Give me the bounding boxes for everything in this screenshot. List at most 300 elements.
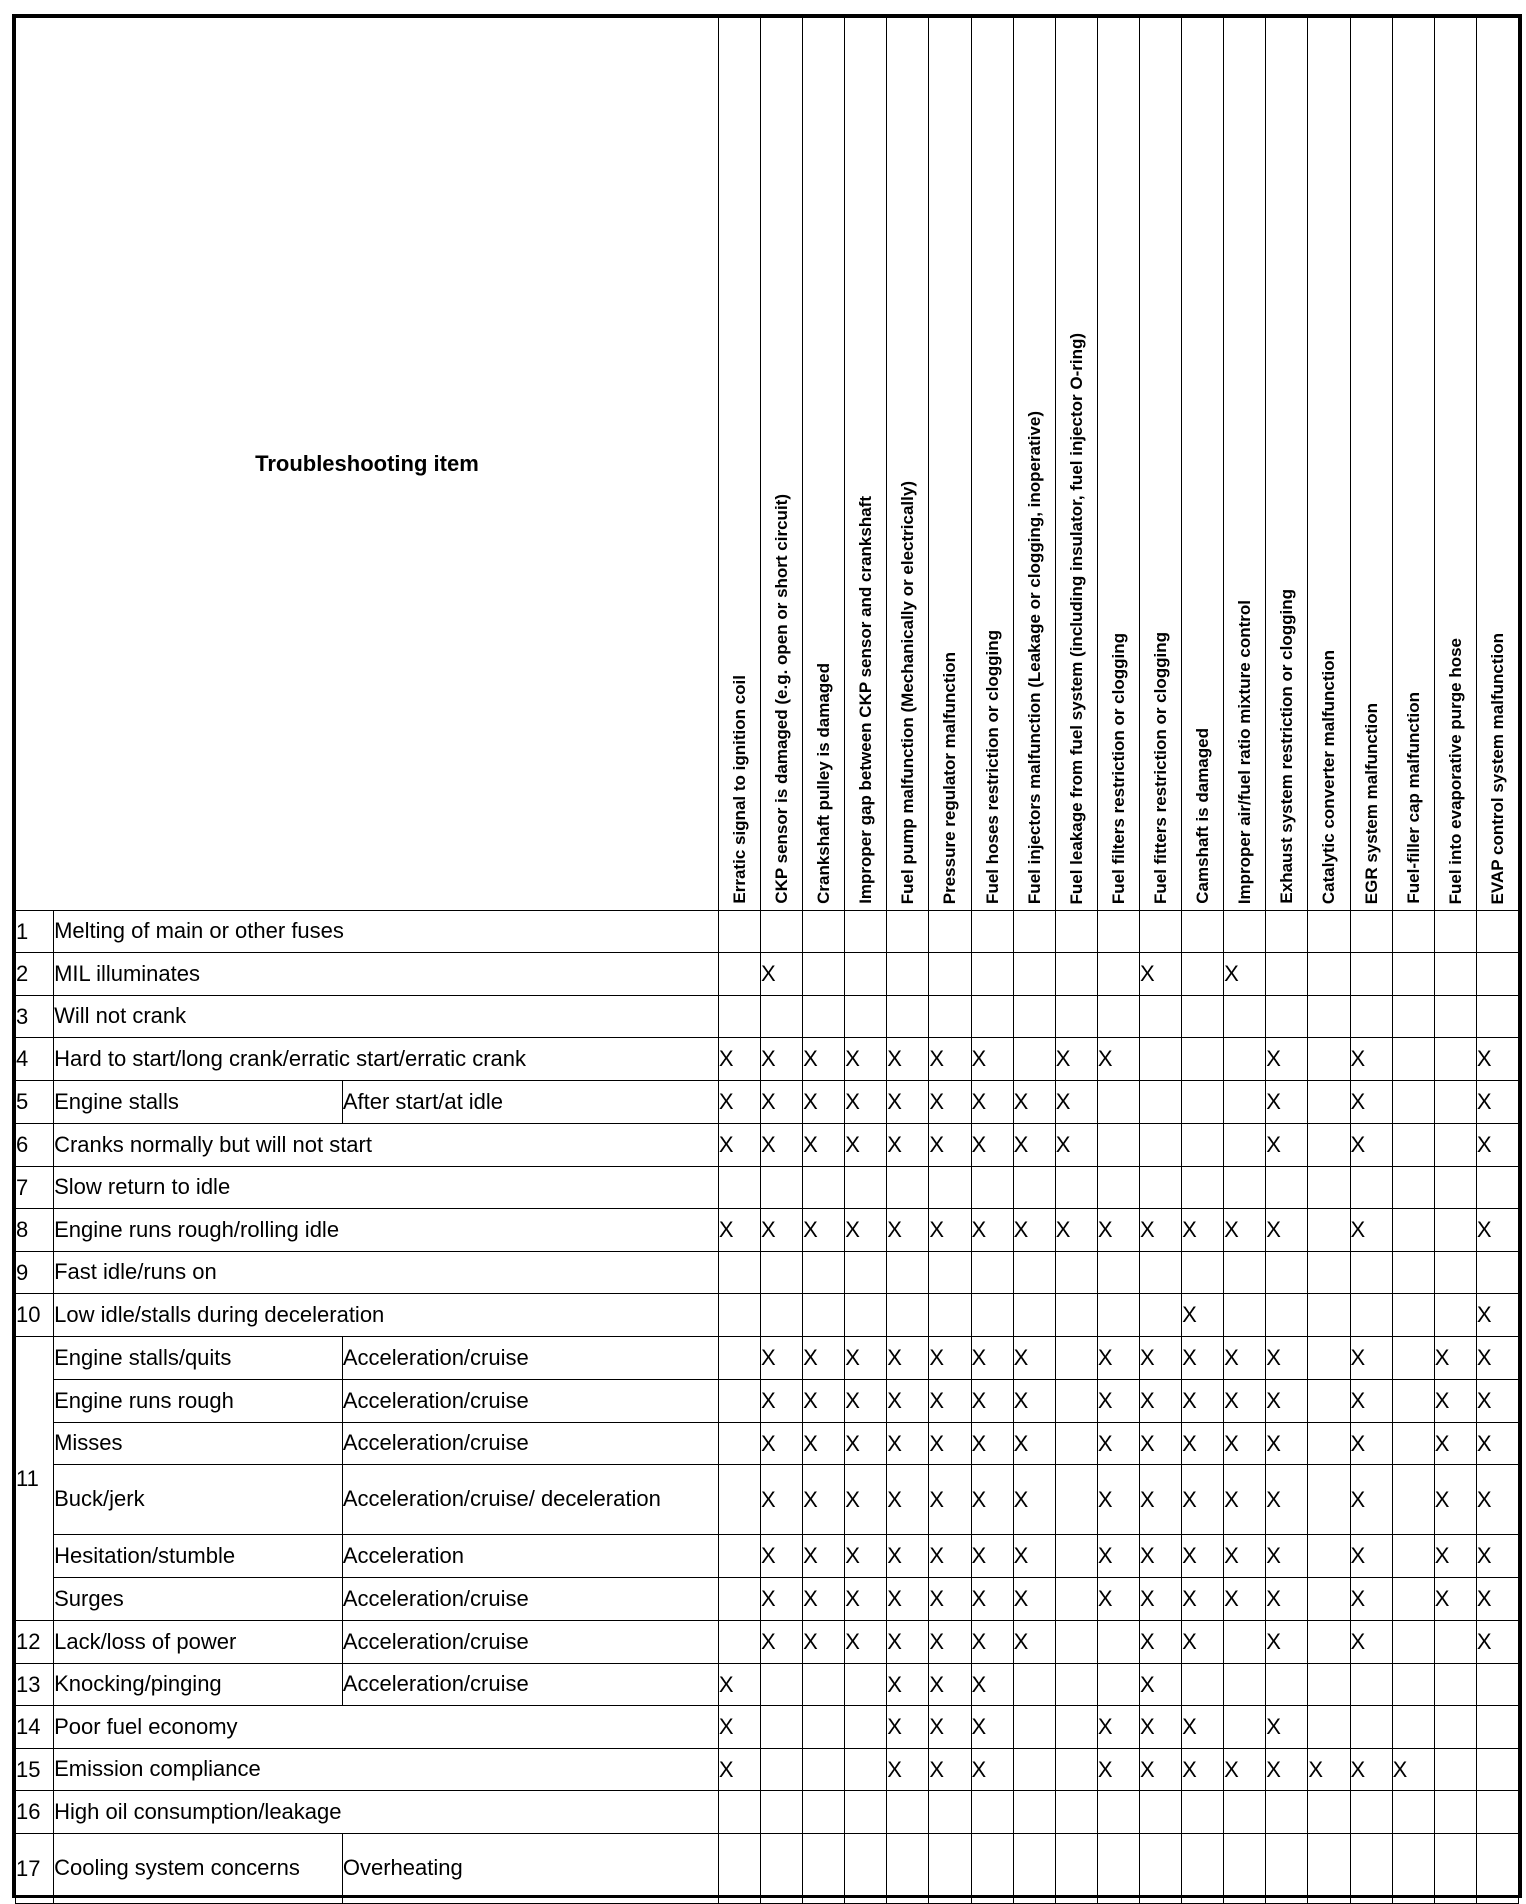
empty-cell [1097,1621,1139,1664]
cause-header-label: Fuel-filler cap malfunction [1403,692,1423,904]
empty-cell [1224,1167,1266,1209]
x-mark: X [1139,1578,1181,1621]
x-mark: X [971,1749,1013,1791]
x-mark: X [887,1535,929,1578]
empty-cell [1055,1749,1097,1791]
empty-cell [1350,953,1392,996]
empty-cell [1055,953,1097,996]
empty-cell [1308,1252,1350,1294]
empty-cell [1013,1664,1055,1706]
empty-cell [1392,1081,1434,1124]
empty-cell [1308,1294,1350,1337]
symptom-label: Will not crank [54,996,719,1038]
x-mark: X [1097,1749,1139,1791]
empty-cell [1308,1167,1350,1209]
empty-cell [971,953,1013,996]
x-mark: X [929,1465,971,1535]
x-mark: X [1434,1578,1476,1621]
empty-cell [887,1167,929,1209]
x-mark: X [887,1209,929,1252]
empty-cell [1055,1706,1097,1749]
x-mark: X [1350,1209,1392,1252]
x-mark: X [1182,1423,1224,1465]
symptom-label: Buck/jerk [54,1465,343,1535]
empty-cell [718,1465,760,1535]
empty-cell [1308,1578,1350,1621]
empty-cell [1055,1380,1097,1423]
x-mark: X [887,1081,929,1124]
cause-header-label: Fuel filters restriction or clogging [1108,632,1128,904]
empty-cell [760,911,802,953]
empty-cell [1139,1834,1181,1904]
symptom-label: Poor fuel economy [54,1706,719,1749]
empty-cell [760,1749,802,1791]
empty-cell [1055,1294,1097,1337]
x-mark: X [760,953,802,996]
empty-cell [845,1167,887,1209]
table-row [16,1834,1519,1904]
x-mark: X [803,1081,845,1124]
empty-cell [1392,1791,1434,1834]
x-mark: X [1013,1124,1055,1167]
table-row [16,1664,1519,1706]
empty-cell [1139,1252,1181,1294]
empty-cell [1266,1252,1308,1294]
symptom-condition: Overheating [342,1834,718,1904]
empty-cell [1013,911,1055,953]
empty-cell [929,1252,971,1294]
symptom-condition: Acceleration/cruise [342,1423,718,1465]
x-mark: X [1350,1749,1392,1791]
x-mark: X [929,1380,971,1423]
x-mark: X [1266,1423,1308,1465]
x-mark: X [971,1664,1013,1706]
x-mark: X [718,1124,760,1167]
symptom-condition: Acceleration/cruise [342,1337,718,1380]
empty-cell [1182,1664,1224,1706]
x-mark: X [1097,1209,1139,1252]
empty-cell [887,1834,929,1904]
x-mark: X [760,1578,802,1621]
empty-cell [1434,1294,1476,1337]
x-mark: X [803,1535,845,1578]
empty-cell [1308,1124,1350,1167]
x-mark: X [718,1209,760,1252]
x-mark: X [1182,1706,1224,1749]
x-mark: X [1055,1038,1097,1081]
empty-cell [718,996,760,1038]
empty-cell [1139,1081,1181,1124]
symptom-label: High oil consumption/leakage [54,1791,719,1834]
row-number: 4 [16,1038,54,1081]
empty-cell [1097,996,1139,1038]
x-mark: X [1139,1535,1181,1578]
empty-cell [718,1791,760,1834]
empty-cell [1055,1834,1097,1904]
empty-cell [1139,1124,1181,1167]
x-mark: X [1266,1535,1308,1578]
x-mark: X [1266,1337,1308,1380]
symptom-label: Hard to start/long crank/erratic start/erratic crank [54,1038,719,1081]
empty-cell [845,1749,887,1791]
empty-cell [1055,1337,1097,1380]
row-number: 11 [16,1337,54,1621]
empty-cell [718,1621,760,1664]
x-mark: X [1182,1535,1224,1578]
empty-cell [1308,1380,1350,1423]
x-mark: X [718,1664,760,1706]
x-mark: X [971,1081,1013,1124]
empty-cell [1224,1834,1266,1904]
row-number: 5 [16,1081,54,1124]
empty-cell [1392,1664,1434,1706]
troubleshooting-sheet [12,14,1522,1898]
table-row [16,1337,1519,1380]
cause-header-label: Fuel leakage from fuel system (including insulator, fuel injector O-ring) [1066,332,1086,904]
x-mark: X [971,1038,1013,1081]
empty-cell [760,1294,802,1337]
empty-cell [1308,1664,1350,1706]
cause-header-label: CKP sensor is damaged (e.g. open or short circuit) [772,494,792,904]
empty-cell [803,953,845,996]
x-mark: X [1350,1380,1392,1423]
x-mark: X [803,1465,845,1535]
empty-cell [1224,1621,1266,1664]
x-mark: X [1013,1423,1055,1465]
x-mark: X [803,1337,845,1380]
empty-cell [1055,1621,1097,1664]
row-number: 13 [16,1664,54,1706]
cause-header [718,18,760,911]
empty-cell [929,1834,971,1904]
empty-cell [1476,911,1518,953]
table-body [16,911,1519,1904]
row-number: 16 [16,1791,54,1834]
empty-cell [1308,1465,1350,1535]
cause-header-label: Fuel injectors malfunction (Leakage or clogging, inoperative) [1024,410,1044,904]
empty-cell [718,1380,760,1423]
empty-cell [803,996,845,1038]
x-mark: X [929,1124,971,1167]
empty-cell [1392,1423,1434,1465]
empty-cell [760,1791,802,1834]
empty-cell [1350,996,1392,1038]
empty-cell [1224,1791,1266,1834]
empty-cell [1055,1252,1097,1294]
x-mark: X [1476,1337,1518,1380]
empty-cell [971,1167,1013,1209]
symptom-label: Slow return to idle [54,1167,719,1209]
empty-cell [1392,1124,1434,1167]
cause-header-label: Crankshaft pulley is damaged [814,663,834,904]
empty-cell [1308,911,1350,953]
x-mark: X [1476,1423,1518,1465]
x-mark: X [1350,1423,1392,1465]
x-mark: X [929,1081,971,1124]
x-mark: X [1350,1081,1392,1124]
symptom-condition: Acceleration/cruise [342,1621,718,1664]
x-mark: X [887,1423,929,1465]
empty-cell [760,1664,802,1706]
x-mark: X [971,1337,1013,1380]
x-mark: X [1139,1423,1181,1465]
empty-cell [1013,1706,1055,1749]
empty-cell [1350,1791,1392,1834]
empty-cell [1224,1294,1266,1337]
x-mark: X [1266,1380,1308,1423]
cause-header [1392,18,1434,911]
x-mark: X [760,1081,802,1124]
x-mark: X [1139,1749,1181,1791]
x-mark: X [887,1578,929,1621]
table-row [16,1706,1519,1749]
empty-cell [1308,1038,1350,1081]
empty-cell [718,1337,760,1380]
x-mark: X [1266,1578,1308,1621]
x-mark: X [803,1423,845,1465]
empty-cell [760,1167,802,1209]
symptom-label: MIL illuminates [54,953,719,996]
x-mark: X [1392,1749,1434,1791]
empty-cell [1097,1664,1139,1706]
table-row [16,1209,1519,1252]
empty-cell [803,1749,845,1791]
empty-cell [1434,1664,1476,1706]
symptom-label: Emission compliance [54,1749,719,1791]
x-mark: X [1097,1337,1139,1380]
x-mark: X [1224,1209,1266,1252]
empty-cell [1139,1791,1181,1834]
x-mark: X [760,1380,802,1423]
x-mark: X [1476,1465,1518,1535]
x-mark: X [1055,1124,1097,1167]
empty-cell [1097,1167,1139,1209]
empty-cell [845,911,887,953]
empty-cell [718,1834,760,1904]
symptom-label: Engine stalls [54,1081,343,1124]
empty-cell [718,1252,760,1294]
empty-cell [1266,1167,1308,1209]
x-mark: X [1182,1749,1224,1791]
x-mark: X [718,1038,760,1081]
empty-cell [845,953,887,996]
empty-cell [1097,1294,1139,1337]
empty-cell [760,1252,802,1294]
empty-cell [1434,1209,1476,1252]
empty-cell [1392,1706,1434,1749]
empty-cell [1308,1423,1350,1465]
symptom-condition: Acceleration/cruise [342,1664,718,1706]
cause-header [1434,18,1476,911]
x-mark: X [929,1578,971,1621]
symptom-label: Low idle/stalls during deceleration [54,1294,719,1337]
empty-cell [1476,1706,1518,1749]
empty-cell [1350,1706,1392,1749]
cause-header-label: Erratic signal to ignition coil [729,675,749,904]
empty-cell [1392,1578,1434,1621]
x-mark: X [718,1706,760,1749]
symptom-label: Cranks normally but will not start [54,1124,719,1167]
x-mark: X [887,1706,929,1749]
empty-cell [845,996,887,1038]
symptom-label: Surges [54,1578,343,1621]
empty-cell [971,1294,1013,1337]
x-mark: X [971,1124,1013,1167]
empty-cell [845,1664,887,1706]
empty-cell [1266,911,1308,953]
empty-cell [971,1791,1013,1834]
empty-cell [1434,1749,1476,1791]
empty-cell [1392,1621,1434,1664]
x-mark: X [971,1423,1013,1465]
x-mark: X [1013,1209,1055,1252]
empty-cell [718,1167,760,1209]
x-mark: X [1182,1209,1224,1252]
cause-header-label: Fuel pump malfunction (Mechanically or electrically) [898,480,918,904]
x-mark: X [929,1621,971,1664]
empty-cell [1013,1167,1055,1209]
table-row [16,1124,1519,1167]
x-mark: X [803,1578,845,1621]
x-mark: X [760,1337,802,1380]
empty-cell [1224,911,1266,953]
empty-cell [1055,1167,1097,1209]
x-mark: X [971,1209,1013,1252]
empty-cell [1097,1124,1139,1167]
empty-cell [1182,1167,1224,1209]
x-mark: X [1139,1380,1181,1423]
table-row [16,1535,1519,1578]
x-mark: X [1266,1621,1308,1664]
x-mark: X [929,1535,971,1578]
empty-cell [803,1167,845,1209]
empty-cell [929,1791,971,1834]
symptom-condition: Acceleration/cruise/ deceleration [342,1465,718,1535]
empty-cell [1266,996,1308,1038]
empty-cell [1392,1294,1434,1337]
empty-cell [1013,1038,1055,1081]
x-mark: X [887,1664,929,1706]
empty-cell [1308,1209,1350,1252]
table-row [16,911,1519,953]
empty-cell [1476,1167,1518,1209]
cause-header [760,18,802,911]
x-mark: X [1476,1621,1518,1664]
empty-cell [1476,1252,1518,1294]
x-mark: X [1139,1706,1181,1749]
empty-cell [845,1834,887,1904]
cause-header-label: Fuel into evaporative purge hose [1445,637,1465,904]
empty-cell [1350,1167,1392,1209]
x-mark: X [1139,1337,1181,1380]
cause-header-label: Fuel hoses restriction or clogging [982,630,1002,904]
row-number: 3 [16,996,54,1038]
empty-cell [803,1294,845,1337]
empty-cell [803,1252,845,1294]
empty-cell [1224,1038,1266,1081]
row-number: 17 [16,1834,54,1904]
x-mark: X [1097,1380,1139,1423]
x-mark: X [887,1337,929,1380]
cause-header [1266,18,1308,911]
empty-cell [1182,1124,1224,1167]
cause-header [887,18,929,911]
empty-cell [1224,1252,1266,1294]
x-mark: X [803,1124,845,1167]
symptom-condition: Acceleration/cruise [342,1380,718,1423]
x-mark: X [1266,1081,1308,1124]
empty-cell [1308,1081,1350,1124]
empty-cell [1139,996,1181,1038]
symptom-label: Engine runs rough [54,1380,343,1423]
empty-cell [1055,1423,1097,1465]
empty-cell [1350,1834,1392,1904]
table-row [16,1465,1519,1535]
empty-cell [1434,1124,1476,1167]
x-mark: X [1182,1337,1224,1380]
symptom-label: Engine runs rough/rolling idle [54,1209,719,1252]
empty-cell [1013,1252,1055,1294]
table-row [16,1621,1519,1664]
x-mark: X [887,1621,929,1664]
cause-header-label: Exhaust system restriction or clogging [1277,589,1297,904]
table-row [16,1749,1519,1791]
table-row [16,1578,1519,1621]
empty-cell [760,996,802,1038]
empty-cell [1308,953,1350,996]
row-number: 15 [16,1749,54,1791]
x-mark: X [887,1749,929,1791]
symptom-condition: After start/at idle [342,1081,718,1124]
symptom-label: Lack/loss of power [54,1621,343,1664]
cause-header [1308,18,1350,911]
cause-header-label: Catalytic converter malfunction [1319,649,1339,904]
x-mark: X [803,1038,845,1081]
empty-cell [1224,1706,1266,1749]
cause-header [1139,18,1181,911]
x-mark: X [845,1209,887,1252]
empty-cell [1055,1791,1097,1834]
row-number: 9 [16,1252,54,1294]
empty-cell [1350,1252,1392,1294]
empty-cell [845,1706,887,1749]
header-row [16,18,1519,911]
empty-cell [1055,911,1097,953]
x-mark: X [1097,1535,1139,1578]
cause-header-label: Fuel fitters restriction or clogging [1151,631,1170,904]
empty-cell [1224,1124,1266,1167]
x-mark: X [845,1578,887,1621]
x-mark: X [1350,1578,1392,1621]
x-mark: X [760,1535,802,1578]
empty-cell [1224,996,1266,1038]
empty-cell [1013,996,1055,1038]
symptom-label: Cooling system concerns [54,1834,343,1904]
table-row [16,953,1519,996]
x-mark: X [1139,1621,1181,1664]
table-row [16,1081,1519,1124]
empty-cell [1392,1337,1434,1380]
x-mark: X [1013,1578,1055,1621]
cause-header-label: Pressure regulator malfunction [940,651,960,904]
x-mark: X [1139,1465,1181,1535]
empty-cell [1097,953,1139,996]
symptom-label: Fast idle/runs on [54,1252,719,1294]
cause-header [929,18,971,911]
x-mark: X [929,1209,971,1252]
empty-cell [760,1706,802,1749]
symptom-label: Hesitation/stumble [54,1535,343,1578]
